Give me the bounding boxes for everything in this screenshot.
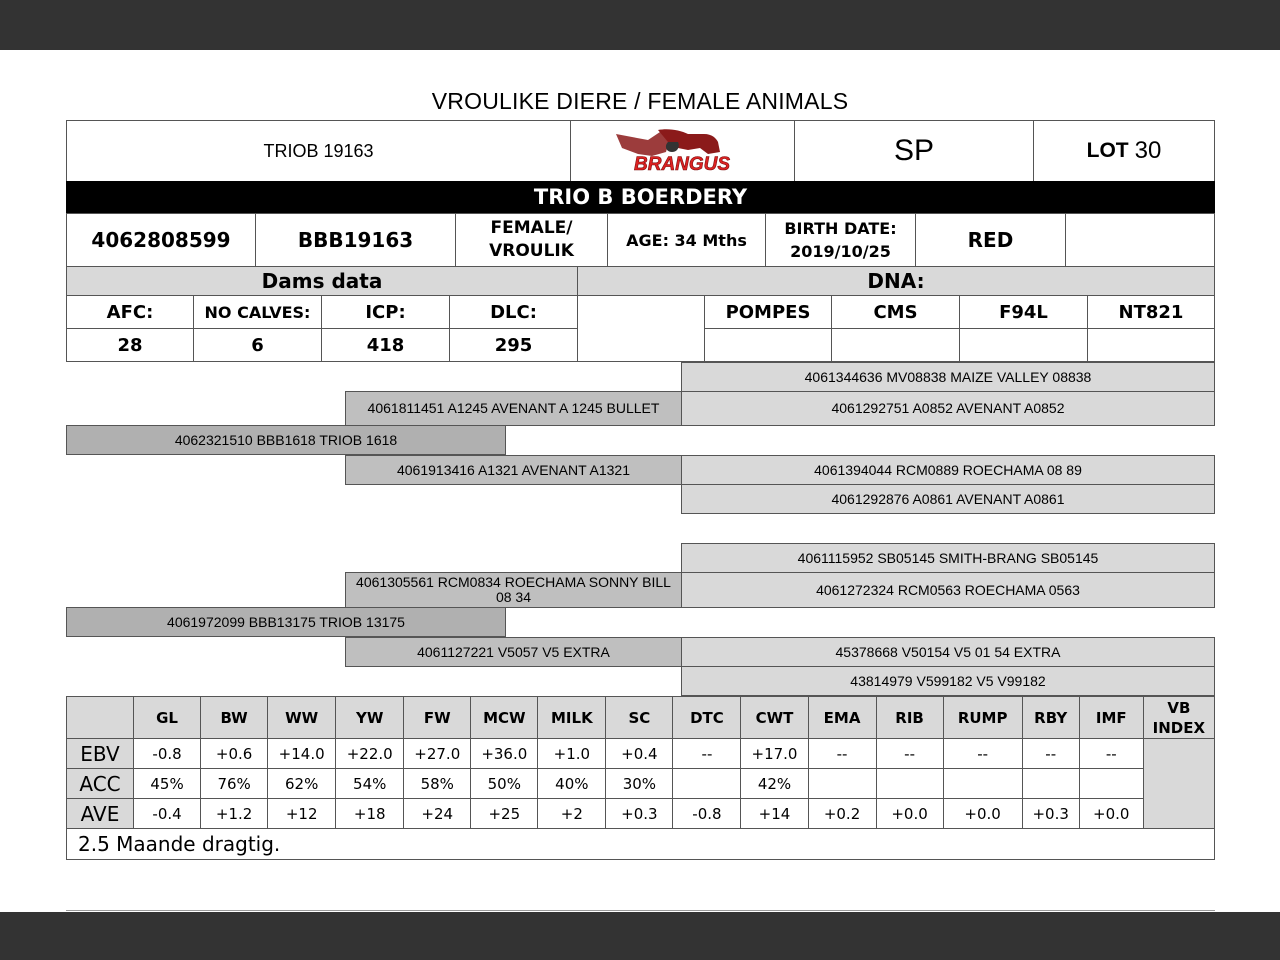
ebv-cell: -- (1022, 739, 1079, 769)
brangus-logo-cell (570, 120, 795, 182)
ave-cell: -0.8 (673, 799, 741, 829)
acc-cell: 50% (471, 769, 538, 799)
reg-no-cell (66, 213, 256, 267)
page-title: VROULIKE DIERE / FEMALE ANIMALS (431, 88, 849, 114)
acc-cell: 42% (741, 769, 808, 799)
ebv-corner (67, 697, 134, 739)
ave-row-label: AVE (67, 799, 134, 829)
dams-header-label: NO CALVES: (204, 302, 311, 322)
ebv-header: WW (268, 697, 336, 739)
birth-date-cell (765, 213, 916, 267)
dams-header-no-calves (193, 295, 322, 329)
acc-cell: 30% (606, 769, 673, 799)
ebv-header: MCW (471, 697, 538, 739)
sex-cell (455, 213, 608, 267)
note-row (67, 829, 1215, 860)
dams-title: Dams data (261, 269, 383, 293)
dna-value-f94l (959, 328, 1088, 362)
age-cell (607, 213, 766, 267)
pedigree-text: 4061811451 A1245 AVENANT A 1245 BULLET (367, 400, 660, 416)
acc-cell: 76% (201, 769, 268, 799)
dams-value: 28 (117, 334, 143, 356)
acc-row (67, 769, 1215, 799)
dna-title-cell (577, 266, 1215, 296)
ebv-header: GL (134, 697, 201, 739)
dams-value-icp (321, 328, 450, 362)
ebv-row (67, 739, 1215, 769)
ebv-table (66, 696, 1215, 860)
pedigree-text: 4061394044 RCM0889 ROECHAMA 08 89 (814, 461, 1082, 478)
ebv-header: EMA (808, 697, 876, 739)
ave-cell: -0.4 (134, 799, 201, 829)
sp-cell (794, 120, 1034, 182)
ebv-cell: +17.0 (741, 739, 808, 769)
breeder-banner (66, 181, 1215, 213)
pedigree-dam-sire (345, 572, 682, 608)
pedigree-sire-sire-sire (681, 362, 1215, 392)
pedigree-dam-dam-dam (681, 666, 1215, 696)
dna-header-label: POMPES (725, 301, 811, 323)
pedigree-sire-sire-dam (681, 391, 1215, 426)
top-bar (0, 0, 1280, 50)
dams-value-afc (66, 328, 194, 362)
ebv-cell: +27.0 (404, 739, 471, 769)
ebv-cell: +0.4 (606, 739, 673, 769)
pedigree-text: 4061272324 RCM0563 ROECHAMA 0563 (816, 581, 1080, 598)
bottom-bar (0, 912, 1280, 960)
dna-title: DNA: (867, 269, 925, 293)
ave-cell: +12 (268, 799, 336, 829)
pedigree-text: 4062321510 BBB1618 TRIOB 1618 (174, 431, 398, 448)
breeder-name: TRIO B BOERDERY (533, 185, 748, 209)
ebv-header: DTC (673, 697, 741, 739)
vb-line2: INDEX (1152, 718, 1206, 737)
acc-cell: 45% (134, 769, 201, 799)
ave-cell: +1.2 (201, 799, 268, 829)
ebv-cell: +0.6 (201, 739, 268, 769)
pedigree-text: 4061344636 MV08838 MAIZE VALLEY 08838 (804, 368, 1092, 385)
pedigree-text: 4061972099 BBB13175 TRIOB 13175 (167, 613, 405, 630)
ave-cell: +0.0 (943, 799, 1022, 829)
pedigree-dam-dam-sire (681, 637, 1215, 667)
dna-header-label: F94L (999, 301, 1048, 323)
ebv-header: CWT (741, 697, 808, 739)
ebv-header: BW (201, 697, 268, 739)
pedigree-text: 4061292751 A0852 AVENANT A0852 (831, 400, 1065, 416)
sp-value: SP (893, 134, 935, 167)
acc-cell: 54% (336, 769, 404, 799)
pedigree-text: 45378668 V50154 V5 01 54 EXTRA (835, 643, 1061, 660)
ave-row (67, 799, 1215, 829)
dams-value-dlc (449, 328, 578, 362)
ave-cell: +14 (741, 799, 808, 829)
dams-header-icp (321, 295, 450, 329)
acc-cell (673, 769, 741, 799)
lot-label: LOT (1086, 139, 1129, 162)
pedigree-text: 43814979 V599182 V5 V99182 (850, 672, 1046, 689)
pedigree-sire-sire (345, 391, 682, 426)
ebv-cell: -- (876, 739, 943, 769)
ave-cell: +0.0 (1079, 799, 1143, 829)
acc-cell: 58% (404, 769, 471, 799)
ebv-cell: -- (1079, 739, 1143, 769)
ebv-header: YW (336, 697, 404, 739)
pedigree-sire-dam (345, 455, 682, 485)
ebv-cell: +14.0 (268, 739, 336, 769)
note: 2.5 Maande dragtig. (67, 829, 1215, 860)
pedigree-text: 4061292876 A0861 AVENANT A0861 (831, 490, 1065, 507)
lot-cell (1033, 120, 1215, 182)
ebv-header-vb-index (1143, 697, 1214, 739)
dams-value: 418 (366, 334, 405, 356)
ave-cell: +0.3 (606, 799, 673, 829)
ebv-header: RBY (1022, 697, 1079, 739)
color-cell (915, 213, 1066, 267)
dams-header-label: DLC: (490, 301, 537, 323)
ebv-cell: +22.0 (336, 739, 404, 769)
animal-id: BBB19163 (297, 228, 414, 252)
dams-value: 295 (494, 334, 533, 356)
ebv-header: SC (606, 697, 673, 739)
ebv-header: FW (404, 697, 471, 739)
id-cell (255, 213, 456, 267)
dams-header-label: ICP: (365, 301, 406, 323)
ebv-row-label: EBV (67, 739, 134, 769)
dams-value-no-calves (193, 328, 322, 362)
dams-header-afc (66, 295, 194, 329)
ave-cell: +25 (471, 799, 538, 829)
sex-line2: VROULIK (489, 241, 574, 261)
color: RED (967, 228, 1014, 252)
ebv-header: IMF (1079, 697, 1143, 739)
age: AGE: 34 Mths (626, 230, 747, 250)
acc-cell (876, 769, 943, 799)
acc-cell (1022, 769, 1079, 799)
pedigree-text: 4061913416 A1321 AVENANT A1321 (396, 461, 630, 478)
pedigree-text: 4061115952 SB05145 SMITH-BRANG SB05145 (797, 549, 1099, 566)
acc-cell (1079, 769, 1143, 799)
ebv-header-row (67, 697, 1215, 739)
dna-header-pompes (704, 295, 832, 329)
acc-cell: 40% (538, 769, 606, 799)
dna-value-pompes (704, 328, 832, 362)
reg-no: 4062808599 (91, 228, 231, 252)
ebv-cell: +1.0 (538, 739, 606, 769)
dna-header-cms (831, 295, 960, 329)
vb-index-value (1143, 739, 1214, 829)
ebv-header: MILK (538, 697, 606, 739)
ebv-header: RIB (876, 697, 943, 739)
ebv-cell: -- (943, 739, 1022, 769)
dams-title-cell (66, 266, 578, 296)
lot-number: 30 (1134, 137, 1162, 164)
ave-cell: +0.2 (808, 799, 876, 829)
dna-blank-cell (577, 295, 705, 362)
extra-cell (1065, 213, 1215, 267)
dna-value-cms (831, 328, 960, 362)
dna-value-nt821 (1087, 328, 1215, 362)
dams-value: 6 (251, 334, 264, 356)
dna-header-label: NT821 (1118, 301, 1184, 323)
dams-header-dlc (449, 295, 578, 329)
ave-cell: +0.3 (1022, 799, 1079, 829)
pedigree-text: 4061127221 V5057 V5 EXTRA (417, 643, 610, 660)
dna-header-nt821 (1087, 295, 1215, 329)
ebv-cell: -- (673, 739, 741, 769)
birth-date: 2019/10/25 (790, 242, 891, 261)
pedigree-dam-dam (345, 637, 682, 667)
ebv-cell: +36.0 (471, 739, 538, 769)
ave-cell: +18 (336, 799, 404, 829)
dna-header-label: CMS (873, 301, 918, 323)
bottom-divider (66, 910, 1215, 911)
logo-wordmark: BRANGUS (633, 154, 730, 175)
brangus-logo (608, 126, 758, 176)
ave-cell: +0.0 (876, 799, 943, 829)
acc-cell (943, 769, 1022, 799)
acc-row-label: ACC (67, 769, 134, 799)
vb-line1: VB (1167, 698, 1191, 717)
pedigree-dam-sire-sire (681, 543, 1215, 573)
ave-cell: +24 (404, 799, 471, 829)
ebv-cell: -- (808, 739, 876, 769)
dams-header-label: AFC: (106, 301, 154, 323)
pedigree-sire-dam-dam (681, 484, 1215, 514)
acc-cell (808, 769, 876, 799)
ave-cell: +2 (538, 799, 606, 829)
sex-line1: FEMALE/ (490, 218, 573, 238)
pedigree-dam-sire-dam (681, 572, 1215, 608)
pedigree-text: 4061305561 RCM0834 ROECHAMA SONNY BILL 08 34 (356, 574, 671, 605)
pedigree-dam (66, 607, 506, 637)
acc-cell: 62% (268, 769, 336, 799)
birth-label: BIRTH DATE: (784, 219, 897, 238)
dna-header-f94l (959, 295, 1088, 329)
ebv-header: RUMP (943, 697, 1022, 739)
pedigree-sire-dam-sire (681, 455, 1215, 485)
pedigree-sire (66, 425, 506, 455)
ebv-cell: -0.8 (134, 739, 201, 769)
animal-code: TRIOB 19163 (263, 140, 374, 161)
animal-code-cell (66, 120, 571, 182)
